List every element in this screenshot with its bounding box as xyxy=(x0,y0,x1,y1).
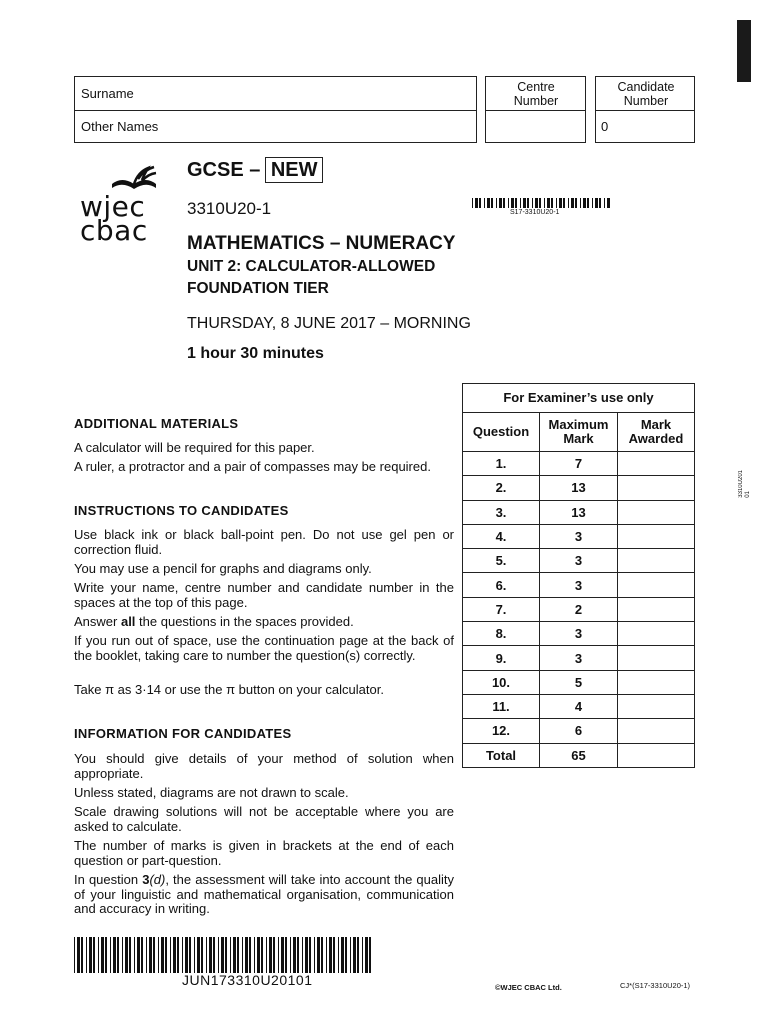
barcode-bar xyxy=(544,198,545,208)
barcode-bar xyxy=(98,937,99,973)
instructions-p6-pre: Take xyxy=(74,682,106,697)
centre-number-label: Centre Number xyxy=(513,80,559,108)
col-max-mark xyxy=(540,413,618,452)
barcode-bar xyxy=(149,937,152,973)
col-mark-awarded-line1: Mark xyxy=(640,417,672,432)
barcode-bar xyxy=(532,198,533,208)
examiner-table-row xyxy=(463,694,695,718)
barcode-bar xyxy=(599,198,601,208)
examiner-table-total-row xyxy=(463,743,695,767)
information-p2: Unless stated, diagrams are not drawn to scale. xyxy=(74,785,349,800)
barcode-bar xyxy=(595,198,598,208)
barcode-bar xyxy=(213,937,215,973)
maximum-mark: 6 xyxy=(540,719,618,743)
barcode-bar xyxy=(503,198,505,208)
barcode-bar xyxy=(472,198,473,208)
maximum-mark: 3 xyxy=(540,573,618,597)
barcode-bar xyxy=(285,937,287,973)
barcode-bar xyxy=(141,937,143,973)
barcode-bar xyxy=(580,198,581,208)
mark-awarded-cell[interactable] xyxy=(618,549,695,573)
surname-label: Surname xyxy=(81,86,134,101)
logo-cbac: cbac xyxy=(80,214,148,247)
examiner-table-title-row xyxy=(463,384,695,413)
question-number: 7. xyxy=(463,597,540,621)
barcode-bar xyxy=(74,937,75,973)
barcode-bar xyxy=(290,937,291,973)
question-number: 5. xyxy=(463,549,540,573)
side-code-line1: 3310U201 xyxy=(738,470,744,498)
exam-date: THURSDAY, 8 JUNE 2017 – MORNING xyxy=(187,315,471,332)
question-number: 10. xyxy=(463,670,540,694)
barcode-bar xyxy=(189,937,191,973)
barcode-bar xyxy=(362,937,363,973)
examiner-table-row xyxy=(463,719,695,743)
mark-awarded-cell[interactable] xyxy=(618,719,695,743)
barcode-bar xyxy=(345,937,347,973)
registration-mark xyxy=(737,20,751,82)
barcode-bar xyxy=(551,198,553,208)
barcode-bar xyxy=(249,937,251,973)
barcode-bar xyxy=(281,937,284,973)
candidate-number-header xyxy=(595,76,695,111)
barcode-bar xyxy=(93,937,95,973)
examiner-table-row xyxy=(463,500,695,524)
barcode-bar xyxy=(261,937,263,973)
barcode-bar xyxy=(305,937,308,973)
barcode-bar xyxy=(101,937,104,973)
barcode-text: JUN173310U20101 xyxy=(182,972,313,988)
gcse-title-row xyxy=(187,159,323,182)
barcode-bar xyxy=(165,937,167,973)
barcode-bar xyxy=(230,937,231,973)
mark-awarded-cell[interactable] xyxy=(618,646,695,670)
information-p5 xyxy=(74,873,454,917)
mark-awarded-cell[interactable] xyxy=(618,597,695,621)
barcode-bar xyxy=(487,198,490,208)
instructions-p4-bold: all xyxy=(120,614,136,629)
instructions-heading: INSTRUCTIONS TO CANDIDATES xyxy=(74,503,289,518)
examiner-table-row xyxy=(463,573,695,597)
barcode-bar xyxy=(583,198,586,208)
barcode-bar xyxy=(338,937,339,973)
information-p3: Scale drawing solutions will not be acceptable where you are asked to calculate. xyxy=(74,804,454,834)
maximum-mark: 13 xyxy=(540,500,618,524)
barcode-bar xyxy=(194,937,195,973)
question-number: 4. xyxy=(463,524,540,548)
examiner-table-row xyxy=(463,670,695,694)
barcode-bar xyxy=(309,937,311,973)
candidate-number-value: 0 xyxy=(601,119,609,134)
barcode-bar xyxy=(592,198,593,208)
barcode-bar xyxy=(173,937,176,973)
barcode-bar xyxy=(86,937,87,973)
mark-awarded-cell[interactable] xyxy=(618,500,695,524)
barcode-bar xyxy=(333,937,335,973)
barcode-bar xyxy=(508,198,509,208)
barcode-bar xyxy=(245,937,248,973)
maximum-mark: 3 xyxy=(540,622,618,646)
pi-symbol: π xyxy=(105,682,115,697)
instructions-p5: If you run out of space, use the continuation page at the back of the booklet, taking care to number the question(s) correctly. xyxy=(74,633,454,663)
information-p4: The number of marks is given in brackets at the end of each question or part-question. xyxy=(74,838,454,868)
side-code xyxy=(738,470,752,498)
maximum-mark: 4 xyxy=(540,694,618,718)
information-p5-post: , the assessment will take into account the quality of your linguistic and mathematical organisation, communication and accuracy in writing. xyxy=(74,872,454,916)
barcode-bar xyxy=(563,198,565,208)
surname-field[interactable] xyxy=(74,76,477,111)
question-number: 8. xyxy=(463,622,540,646)
paper-code: 3310U20-1 xyxy=(187,199,272,218)
barcode-bar xyxy=(153,937,155,973)
barcode-bar xyxy=(587,198,589,208)
information-p5-bold: 3 xyxy=(142,872,150,887)
examiner-table xyxy=(462,383,695,768)
barcode-bar xyxy=(158,937,159,973)
barcode-bar xyxy=(105,937,107,973)
total-value: 65 xyxy=(540,743,618,767)
mark-awarded-cell[interactable] xyxy=(618,694,695,718)
mark-awarded-cell[interactable] xyxy=(618,573,695,597)
unit-title: UNIT 2: CALCULATOR-ALLOWED xyxy=(187,258,436,275)
maximum-mark: 3 xyxy=(540,646,618,670)
additional-materials-line-2: A ruler, a protractor and a pair of compasses may be required. xyxy=(74,459,431,474)
barcode-bar xyxy=(365,937,368,973)
barcode-bar xyxy=(242,937,243,973)
barcode-bar xyxy=(571,198,574,208)
small-barcode xyxy=(472,198,610,208)
new-badge: NEW xyxy=(265,157,324,183)
examiner-table-row xyxy=(463,646,695,670)
barcode-bar xyxy=(369,937,371,973)
examiner-table-title: For Examiner’s use only xyxy=(463,384,695,413)
instructions-p6 xyxy=(74,683,454,698)
col-max-mark-line2: Mark xyxy=(563,431,594,446)
barcode-bar xyxy=(293,937,296,973)
barcode-bar xyxy=(146,937,147,973)
maximum-mark: 5 xyxy=(540,670,618,694)
maximum-mark: 13 xyxy=(540,476,618,500)
barcode-bar xyxy=(77,937,80,973)
examiner-table-row xyxy=(463,476,695,500)
barcode-bar xyxy=(182,937,183,973)
col-mark-awarded-line2: Awarded xyxy=(628,431,684,446)
instructions-p4 xyxy=(74,615,454,630)
subject-title: MATHEMATICS – NUMERACY xyxy=(187,233,456,254)
barcode-bar xyxy=(170,937,171,973)
barcode-bar xyxy=(177,937,179,973)
barcode-bar xyxy=(161,937,164,973)
barcode-bar xyxy=(201,937,203,973)
instructions-p6-mid: as 3·14 or use the xyxy=(114,682,227,697)
examiner-table-row xyxy=(463,452,695,476)
mark-awarded-cell[interactable] xyxy=(618,452,695,476)
barcode-bar xyxy=(491,198,493,208)
barcode-bar xyxy=(122,937,123,973)
copyright: ©WJEC CBAC Ltd. xyxy=(495,983,562,992)
tier-title: FOUNDATION TIER xyxy=(187,280,329,297)
side-code-line2: 01 xyxy=(745,491,751,498)
barcode-bar xyxy=(113,937,116,973)
job-code: CJ*(S17-3310U20-1) xyxy=(620,981,691,990)
barcode-bar xyxy=(520,198,521,208)
barcode-bar xyxy=(218,937,219,973)
barcode-bar xyxy=(568,198,569,208)
barcode-bar xyxy=(297,937,299,973)
barcode-bar xyxy=(575,198,577,208)
total-label: Total xyxy=(463,743,540,767)
maximum-mark: 7 xyxy=(540,452,618,476)
barcode-bar xyxy=(81,937,83,973)
barcode-bar xyxy=(237,937,239,973)
barcode-bar xyxy=(209,937,212,973)
barcode-bar xyxy=(314,937,315,973)
barcode-bar xyxy=(496,198,497,208)
information-heading: INFORMATION FOR CANDIDATES xyxy=(74,726,292,741)
barcode-bar xyxy=(89,937,92,973)
pi-symbol: π xyxy=(226,682,236,697)
barcode-bar xyxy=(302,937,303,973)
barcode-bar xyxy=(527,198,529,208)
barcode-bar xyxy=(185,937,188,973)
barcode-bar xyxy=(547,198,550,208)
question-number: 12. xyxy=(463,719,540,743)
gcse-title: GCSE – xyxy=(187,159,261,181)
small-barcode-label: S17-3310U20-1 xyxy=(510,209,560,216)
instructions-p4-pre: Answer xyxy=(74,614,121,629)
barcode-bar xyxy=(515,198,517,208)
examiner-table-row xyxy=(463,524,695,548)
barcode-bar xyxy=(559,198,562,208)
centre-number-header xyxy=(485,76,586,111)
barcode-bar xyxy=(475,198,478,208)
mark-awarded-cell[interactable] xyxy=(618,670,695,694)
mark-awarded-cell[interactable] xyxy=(618,524,695,548)
other-names-field[interactable] xyxy=(74,110,477,143)
col-mark-awarded xyxy=(618,413,695,452)
barcode-bar xyxy=(499,198,502,208)
barcode-bar xyxy=(484,198,485,208)
barcode-bar xyxy=(556,198,557,208)
examiner-table-row xyxy=(463,622,695,646)
examiner-table-header-row xyxy=(463,413,695,452)
candidate-number-label: Candidate Number xyxy=(617,80,675,108)
question-number: 9. xyxy=(463,646,540,670)
centre-number-field[interactable] xyxy=(485,110,586,143)
barcode-bar xyxy=(257,937,260,973)
barcode-bar xyxy=(479,198,481,208)
mark-awarded-cell[interactable] xyxy=(618,622,695,646)
barcode-bar xyxy=(341,937,344,973)
additional-materials-line-1: A calculator will be required for this paper. xyxy=(74,440,315,455)
question-number: 6. xyxy=(463,573,540,597)
barcode-bar xyxy=(329,937,332,973)
maximum-mark: 3 xyxy=(540,549,618,573)
col-max-mark-line1: Maximum xyxy=(548,417,609,432)
main-barcode xyxy=(74,937,374,973)
barcode-bar xyxy=(110,937,111,973)
question-number: 2. xyxy=(463,476,540,500)
barcode-bar xyxy=(326,937,327,973)
examiner-table-row xyxy=(463,597,695,621)
barcode-bar xyxy=(254,937,255,973)
barcode-bar xyxy=(134,937,135,973)
barcode-bar xyxy=(535,198,538,208)
instructions-p2: You may use a pencil for graphs and diagrams only. xyxy=(74,561,372,576)
barcode-bar xyxy=(269,937,272,973)
instructions-p1: Use black ink or black ball-point pen. Do not use gel pen or correction fluid. xyxy=(74,527,454,557)
barcode-bar xyxy=(604,198,605,208)
exam-duration: 1 hour 30 minutes xyxy=(187,345,324,362)
barcode-bar xyxy=(539,198,541,208)
barcode-bar xyxy=(353,937,356,973)
barcode-bar xyxy=(225,937,227,973)
barcode-bar xyxy=(129,937,131,973)
barcode-bar xyxy=(206,937,207,973)
barcode-bar xyxy=(357,937,359,973)
information-p1: You should give details of your method of solution when appropriate. xyxy=(74,751,454,781)
barcode-bar xyxy=(607,198,610,208)
barcode-bar xyxy=(197,937,200,973)
barcode-bar xyxy=(273,937,275,973)
barcode-bar xyxy=(317,937,320,973)
barcode-bar xyxy=(221,937,224,973)
col-question: Question xyxy=(463,413,540,452)
mark-awarded-cell[interactable] xyxy=(618,476,695,500)
logo-wjec: wjec xyxy=(80,190,146,223)
barcode-bar xyxy=(321,937,323,973)
candidate-number-field[interactable] xyxy=(595,110,695,143)
barcode-bar xyxy=(523,198,526,208)
maximum-mark: 3 xyxy=(540,524,618,548)
barcode-bar xyxy=(266,937,267,973)
barcode-bar xyxy=(278,937,279,973)
information-p5-italic: (d) xyxy=(149,872,166,887)
barcode-bar xyxy=(117,937,119,973)
question-number: 11. xyxy=(463,694,540,718)
maximum-mark: 2 xyxy=(540,597,618,621)
barcode-bar xyxy=(233,937,236,973)
examiner-table-row xyxy=(463,549,695,573)
barcode-bar xyxy=(125,937,128,973)
barcode-bar xyxy=(350,937,351,973)
other-names-label: Other Names xyxy=(81,119,159,134)
total-awarded-cell[interactable] xyxy=(618,743,695,767)
instructions-p4-post: the questions in the spaces provided. xyxy=(135,614,354,629)
barcode-bar xyxy=(511,198,514,208)
instructions-p3: Write your name, centre number and candidate number in the spaces at the top of this page. xyxy=(74,580,454,610)
additional-materials-heading: ADDITIONAL MATERIALS xyxy=(74,416,239,431)
instructions-p6-post: button on your calculator. xyxy=(235,682,384,697)
barcode-bar xyxy=(137,937,140,973)
question-number: 1. xyxy=(463,452,540,476)
information-p5-pre: In question xyxy=(74,872,143,887)
question-number: 3. xyxy=(463,500,540,524)
